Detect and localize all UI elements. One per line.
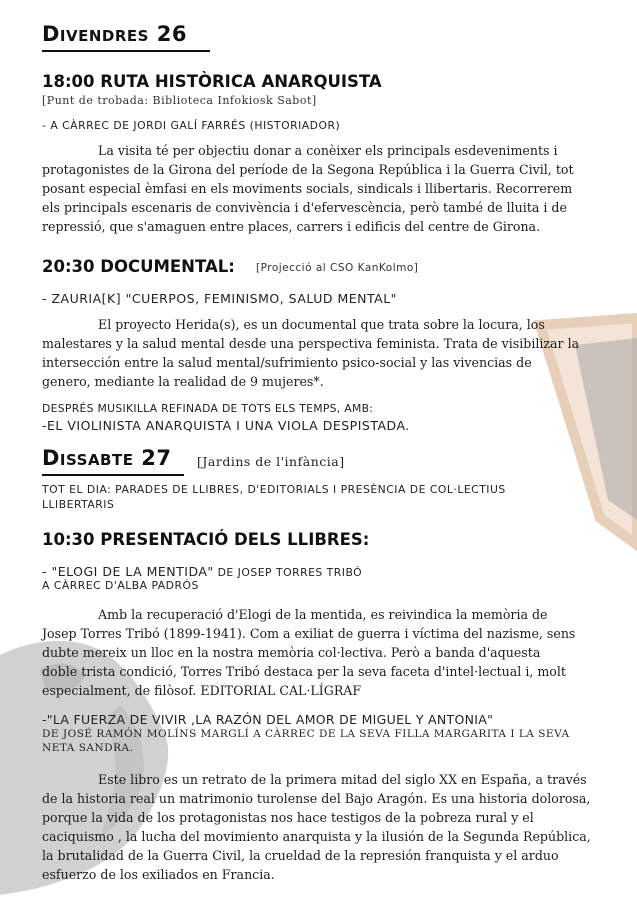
- book1-description: Amb la recuperació d'Elogi de la mentida, es reivindica la memòria de Josep Torres Tribó (1899-1941). Com a exiliat de guerra i víctima del nazisme, sens dubte mereix un lloc en la nostra memòria col·lectiva. Però a banda d'aquesta doble trista condició, Torres Tribó destaca per la seva faceta d'intel·lectual i, molt especialment, de filòsof. EDITORIAL CAL·LÍGRAF: [42, 607, 576, 698]
- book2-description: Este libro es un retrato de la primera mitad del siglo XX en España, a través de la historia real un matrimonio turolense del Bajo Aragón. Es una historia dolorosa, porque la vida de los protagonistas nos hace testigos de la pobreza rural y el caciquismo , la lucha del movimiento anarquista y la ilusión de la Segunda República, la brutalidad de la Guerra Civil, la crueldad de la represión franquista y el arduo esfuerzo de los exiliados en Francia.: [42, 772, 591, 882]
- event-speaker-ruta: - A CÀRREC DE JORDI GALÍ FARRÉS (HISTORIADOR): [42, 119, 341, 132]
- event-description-documental: El proyecto Herida(s), es un documental que trata sobre la locura, los malestares y la salud mental desde una perspectiva feminista. Trata de visibilizar la intersección entre la salud mental/sufrimiento psico-social y las vivencias de genero, mediante la realidad de 9 mujeres*.: [42, 317, 580, 389]
- day-location-saturday: [Jardins de l'infància]: [197, 454, 345, 469]
- event-title-presentacio: 10:30 PRESENTACIÓ DELS LLIBRES:: [42, 530, 370, 549]
- event-after-music: DESPRÉS MUSIKILLA REFINADA DE TOTS ELS TEMPS, AMB:: [42, 402, 374, 415]
- day-heading-friday: Divendres 26: [42, 22, 188, 46]
- book1-presenter: A CÀRREC D'ALBA PADRÓS: [42, 579, 199, 592]
- event-after-violinist: -EL VIOLINISTA ANARQUISTA I UNA VIOLA DESPISTADA.: [42, 418, 410, 433]
- event-film-title: - ZAURIA[K] "CUERPOS, FEMINISMO, SALUD MENTAL": [42, 291, 397, 306]
- book1-author: DE JOSEP TORRES TRIBÓ: [213, 566, 363, 579]
- allday-bookstalls: TOT EL DIA: PARADES DE LLIBRES, D'EDITORIALS I PRESÈNCIA DE COL·LECTIUS LLIBERTARIS: [42, 483, 506, 511]
- event-description-ruta: La visita té per objectiu donar a conèixer els principals esdeveniments i protagonistes de la Girona del període de la Segona República i la Guerra Civil, tot posant especial èmfasi en els moviments socials, sindicals i llibertaris. Recorrerem els principals escenaris de convivència i d'efervescència, però també de lluita i de repressió, que s'amaguen entre places, carrers i edificis del centre de Girona.: [42, 143, 574, 234]
- day-heading-saturday: Dissabte 27: [42, 446, 172, 470]
- day-heading-rule: [42, 474, 184, 476]
- book1-heading: [42, 561, 362, 580]
- book1-title: - "ELOGI DE LA MENTIDA": [42, 564, 214, 579]
- day-heading-rule: [42, 50, 210, 52]
- event-location-ruta: [Punt de trobada: Biblioteca Infokiosk Sabot]: [42, 94, 317, 107]
- book2-author-presenter: DE JOSÉ RAMÓN MOLÍNS MARGLÍ A CÀRREC DE LA SEVA FILLA MARGARITA I LA SEVA NETA SANDRA.: [42, 728, 570, 754]
- event-title-ruta: 18:00 RUTA HISTÒRICA ANARQUISTA: [42, 72, 382, 91]
- book2-title: -"LA FUERZA DE VIVIR ,LA RAZÓN DEL AMOR DE MIGUEL Y ANTONIA": [42, 712, 494, 727]
- event-title-documental: 20:30 DOCUMENTAL:: [42, 257, 235, 276]
- event-location-documental: [Projecció al CSO KanKolmo]: [256, 262, 419, 274]
